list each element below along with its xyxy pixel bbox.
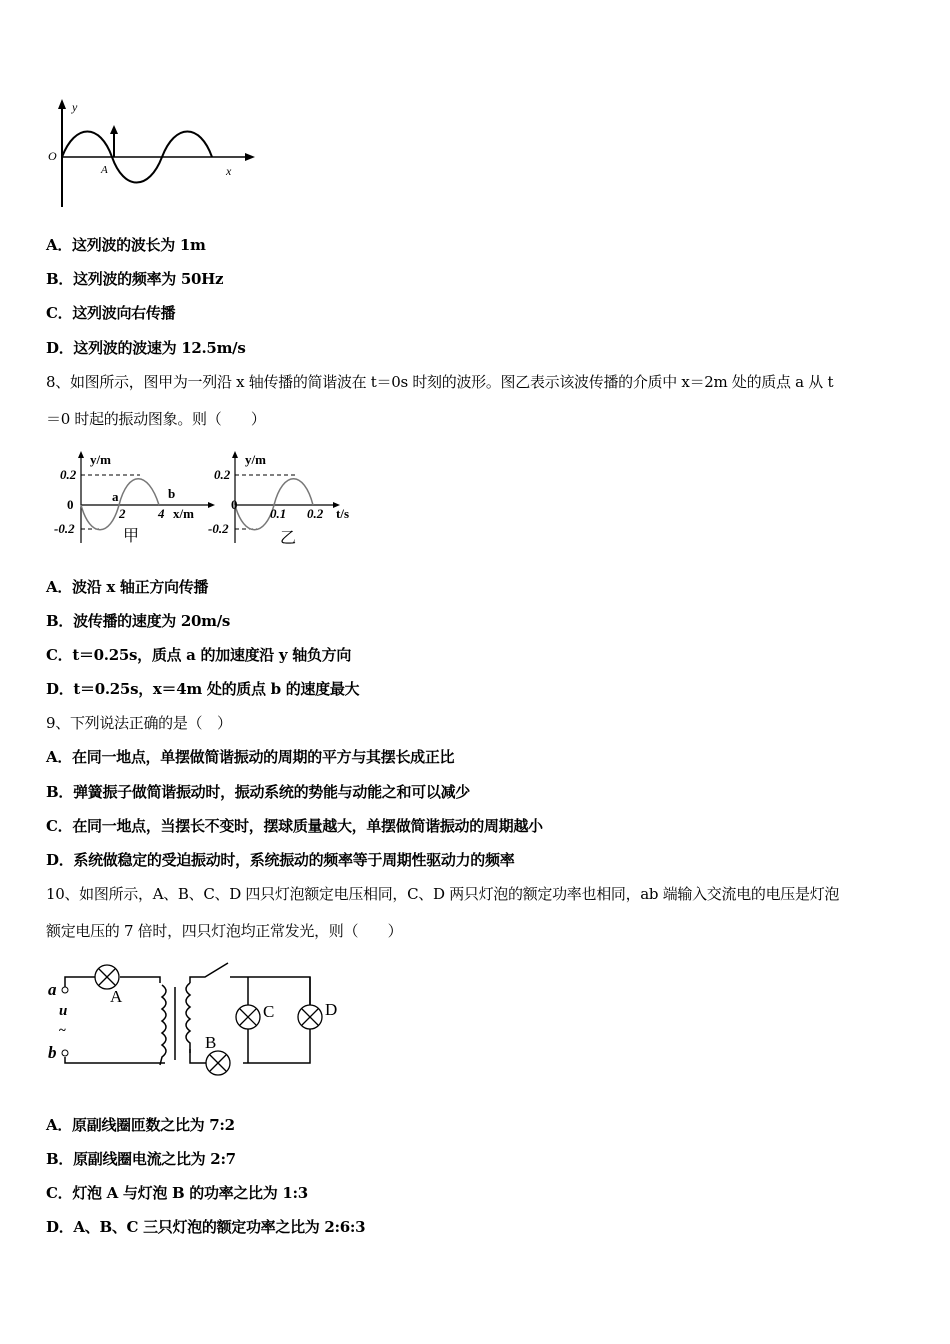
- source-tilde: ~: [59, 1022, 66, 1037]
- origin-label: O: [48, 149, 57, 163]
- terminal-a-label: a: [48, 980, 57, 999]
- q7-option-a: A．这列波的波长为 1m: [46, 236, 206, 254]
- tick-y-neg0.2: -0.2: [208, 521, 229, 536]
- q8-option-d: D．t＝0.25s，x＝4m 处的质点 b 的速度最大: [46, 680, 360, 698]
- q10-stem-line1: 10、如图所示，A、B、C、D 四只灯泡额定电压相同，C、D 两只灯泡的额定功率也相同，ab 端输入交流电的电压是灯泡: [46, 885, 840, 903]
- q9-stem: 9、下列说法正确的是（ ）: [46, 714, 232, 732]
- point-a-label: a: [112, 489, 119, 504]
- lamp-c-label: C: [263, 1002, 275, 1021]
- point-a-label: A: [101, 164, 108, 176]
- q8-stem-line1: 8、如图所示，图甲为一列沿 x 轴传播的简谐波在 t＝0s 时刻的波形。图乙表示该波传播的介质中 x＝2m 处的质点 a 从 t: [46, 373, 834, 391]
- q8-option-a: A．波沿 x 轴正方向传播: [46, 578, 209, 596]
- q10-circuit-figure: [40, 955, 360, 1080]
- q10-option-d: D．A、B、C 三只灯泡的额定功率之比为 2:6:3: [46, 1218, 366, 1236]
- q8-option-b: B．波传播的速度为 20m/s: [46, 612, 231, 630]
- terminal-b-label: b: [48, 1043, 57, 1062]
- q9-option-d: D．系统做稳定的受迫振动时，系统振动的频率等于周期性驱动力的频率: [46, 851, 515, 869]
- q7-wave-figure: [40, 95, 270, 210]
- q10-option-c: C．灯泡 A 与灯泡 B 的功率之比为 1:3: [46, 1184, 308, 1202]
- tick-y-neg0.2: -0.2: [54, 521, 75, 536]
- q7-option-d: D．这列波的波速为 12.5m/s: [46, 339, 246, 357]
- point-b-label: b: [168, 486, 176, 501]
- q10-stem-line2: 额定电压的 7 倍时，四只灯泡均正常发光，则（ ）: [46, 922, 403, 940]
- q9-option-c: C．在同一地点，当摆长不变时，摆球质量越大，单摆做简谐振动的周期越小: [46, 817, 543, 835]
- q9-option-b: B．弹簧振子做简谐振动时，振动系统的势能与动能之和可以减少: [46, 783, 470, 801]
- tick-y-0.2: 0.2: [214, 467, 231, 482]
- y-axis-label: y: [72, 100, 78, 114]
- lamp-d-label: D: [325, 1000, 338, 1019]
- caption-jia: 甲: [123, 528, 140, 545]
- q8-option-c: C．t＝0.25s，质点 a 的加速度沿 y 轴负方向: [46, 646, 352, 664]
- lamp-a-icon: [95, 965, 119, 989]
- tick-x-0.1: 0.1: [270, 506, 287, 521]
- source-u-label: u: [59, 1003, 68, 1019]
- q8-figure-jia: [40, 448, 200, 548]
- tick-y-0: 0: [231, 497, 238, 512]
- q7-option-c: C．这列波向右传播: [46, 304, 176, 322]
- lamp-d-icon: [298, 1005, 322, 1029]
- tick-y-0.2: 0.2: [60, 467, 77, 482]
- x-axis-label: x: [226, 164, 232, 178]
- q9-option-a: A．在同一地点，单摆做简谐振动的周期的平方与其摆长成正比: [46, 748, 455, 766]
- tick-x-4: 4: [158, 506, 165, 521]
- lamp-a-label: A: [110, 987, 123, 1006]
- tick-x-0.2: 0.2: [307, 506, 324, 521]
- q8-stem-line2: ＝0 时起的振动图象。则（ ）: [46, 410, 266, 428]
- q8-figure-yi: [205, 448, 365, 548]
- x-axis-label: t/s: [336, 506, 349, 521]
- x-axis-label: x/m: [173, 506, 194, 521]
- y-axis-label: y/m: [245, 452, 266, 467]
- tick-y-0: 0: [67, 497, 74, 512]
- tick-x-2: 2: [119, 506, 126, 521]
- q10-option-a: A．原副线圈匝数之比为 7:2: [46, 1116, 235, 1134]
- q10-option-b: B．原副线圈电流之比为 2:7: [46, 1150, 236, 1168]
- y-axis-label: y/m: [90, 452, 111, 467]
- lamp-b-label: B: [205, 1033, 217, 1052]
- lamp-b-icon: [206, 1051, 230, 1075]
- lamp-c-icon: [236, 1005, 260, 1029]
- q7-option-b: B．这列波的频率为 50Hz: [46, 270, 224, 288]
- caption-yi: 乙: [280, 530, 297, 547]
